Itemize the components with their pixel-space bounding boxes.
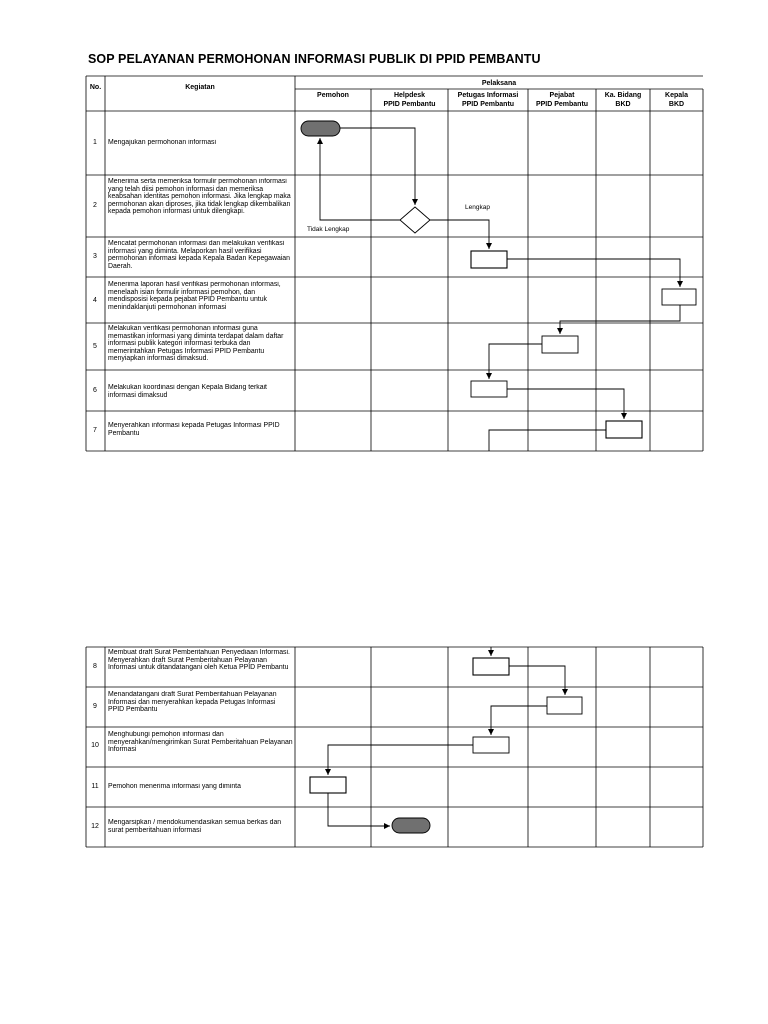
lane-header-pemohon: Pemohon — [317, 92, 349, 99]
activity-text: Mengarsipkan / mendokumendasikan semua berkas dan surat pemberitahuan informasi — [108, 819, 282, 834]
lane-header-pejabat: Pejabat PPID Pembantu — [535, 92, 589, 108]
row-number: 4 — [93, 297, 97, 304]
process-box-11 — [310, 777, 346, 793]
branch-label-lengkap: Lengkap — [465, 204, 490, 211]
activity-text: Menyerahkan informasi kepada Petugas Informasi PPID Pembantu — [108, 422, 280, 437]
process-box-7 — [606, 421, 642, 438]
process-box-5 — [542, 336, 578, 353]
header-no: No. — [89, 84, 102, 91]
activity-text: Mencatat permohonan informasi dan melakukan verifikasi informasi yang diminta. Melaporkan hasil verifikasi permohonan informasi kepada Kepala Badan Kepegawaian Daerah. — [108, 240, 290, 270]
row-number: 10 — [91, 742, 99, 749]
process-box-6 — [471, 381, 507, 397]
activity-text: Mengajukan permohonan informasi — [108, 139, 217, 146]
row-number: 2 — [93, 202, 97, 209]
lane-header-kabidang: Ka. Bidang BKD — [604, 92, 642, 108]
activity-text: Membuat draft Surat Pemberitahuan Penyediaan Informasi. Menyerahkan draft Surat Pemberitahuan Pelayanan Informasi untuk ditandatangani oleh Ketua PPID Pembantu — [108, 649, 290, 672]
row-number: 8 — [93, 663, 97, 670]
lane-header-petugas: Petugas Informasi PPID Pembantu — [457, 92, 519, 108]
process-box-4 — [662, 289, 696, 305]
row-number: 1 — [93, 139, 97, 146]
header-pelaksana: Pelaksana — [481, 80, 517, 87]
activity-text: Melakukan koordinasi dengan Kepala Bidang terkait informasi dimaksud — [108, 384, 267, 399]
row-number: 7 — [93, 427, 97, 434]
activity-text: Melakukan verifikasi permohonan informasi guna memastikan informasi yang diminta terdapat dalam daftar informasi publik kategori informasi terbuka dan memerintahkan Petugas Informasi PPID Pembantu menyiapkan informasi dimaksud. — [108, 325, 284, 363]
row-number: 6 — [93, 387, 97, 394]
end-terminal — [392, 818, 430, 833]
row-number: 9 — [93, 703, 97, 710]
row-number: 12 — [91, 823, 99, 830]
start-terminal — [301, 121, 340, 136]
activity-text: Menandatangani draft Surat Pemberitahuan Pelayanan Informasi dan menyerahkan kepada Petugas Informasi PPID Pembantu — [108, 691, 277, 714]
activity-text: Menerima serta memeriksa formulir permohonan informasi yang telah diisi pemohon informasi dan memeriksa keabsahan identitas pemohon informasi. Jika lengkap maka permohonan akan diproses, jika tidak lengkap dikembalikan kepada pemohon informasi untuk dilengkapi. — [108, 178, 291, 216]
lane-header-kepala: Kepala BKD — [665, 92, 688, 108]
process-box-9 — [547, 697, 582, 714]
document-title: SOP PELAYANAN PERMOHONAN INFORMASI PUBLIK DI PPID PEMBANTU — [88, 52, 541, 66]
row-number: 3 — [93, 253, 97, 260]
activity-text: Pemohon menerima informasi yang diminta — [108, 783, 241, 790]
branch-label-tidak-lengkap: Tidak Lengkap — [307, 226, 350, 233]
activity-text: Menghubungi pemohon informasi dan menyerahkan/mengirimkan Surat Pemberitahuan Pelayanan Informasi — [108, 731, 293, 754]
process-box-8 — [473, 658, 509, 675]
decision-diamond — [400, 207, 430, 233]
lane-header-helpdesk: Helpdesk PPID Pembantu — [383, 92, 436, 108]
row-number: 5 — [93, 343, 97, 350]
process-box-10 — [473, 737, 509, 753]
activity-text: Menerima laporan hasil verifikasi permohonan informasi, menelaah isian formulir informasi pemohon, dan mendisposisi kepada pejabat PPID Pembantu untuk menindaklanjuti permohonan informasi — [108, 281, 281, 311]
header-kegiatan: Kegiatan — [185, 84, 215, 91]
process-box-3 — [471, 251, 507, 268]
row-number: 11 — [91, 783, 99, 790]
